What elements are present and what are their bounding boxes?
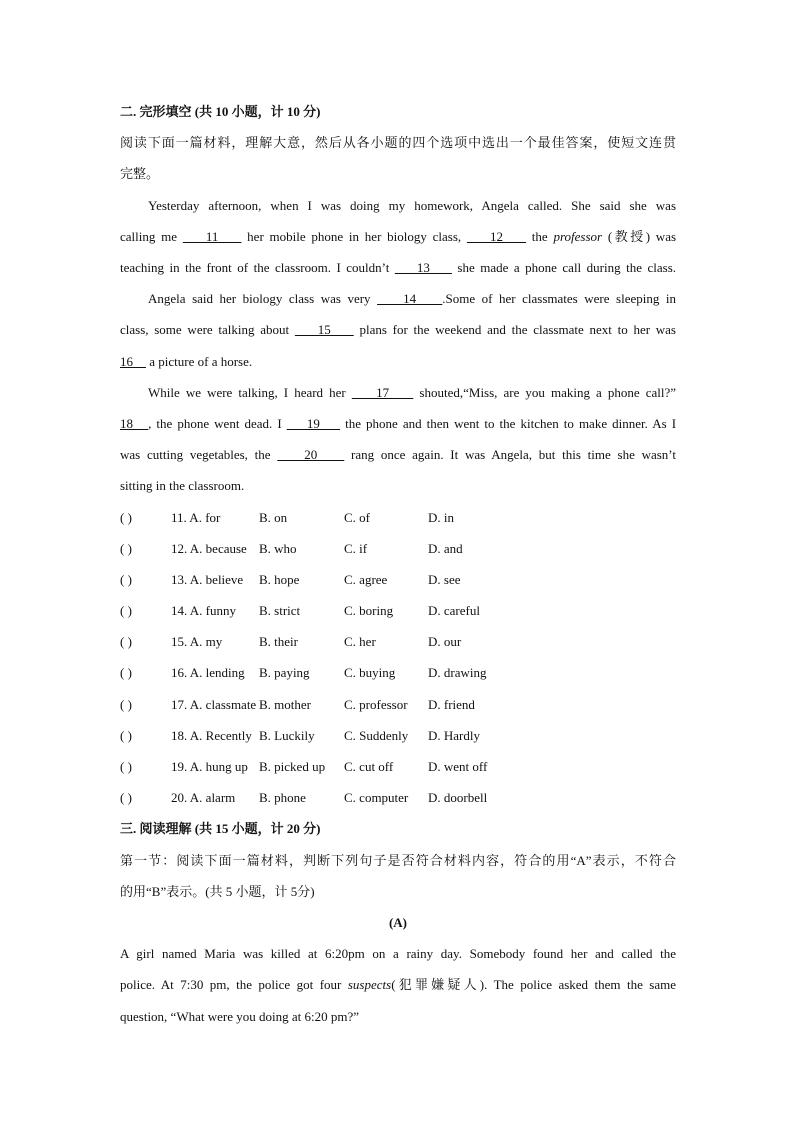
question-list bbox=[120, 502, 676, 814]
passage-line bbox=[120, 190, 676, 221]
passage-text: rang once again. It was Angela, but this time she wasn’t bbox=[351, 447, 676, 463]
option-d: D. Hardly bbox=[428, 727, 480, 743]
blank-20: 20 bbox=[277, 447, 345, 463]
option-b: B. who bbox=[259, 540, 297, 556]
passage-text: her mobile phone in her biology class, bbox=[247, 228, 462, 244]
option-c: C. buying bbox=[344, 665, 396, 681]
section2-title: 二. 完形填空 (共 10 小题，计 10 分) bbox=[120, 104, 321, 119]
question-row bbox=[120, 782, 676, 813]
option-b: B. strict bbox=[259, 603, 301, 619]
passage-text: While we were talking, I heard her bbox=[148, 384, 346, 400]
blank-17: 17 bbox=[351, 384, 414, 400]
option-d: D. in bbox=[428, 509, 454, 525]
option-d: D. doorbell bbox=[428, 790, 488, 806]
option-a: 18. A. Recently bbox=[171, 727, 252, 743]
option-d: D. friend bbox=[428, 696, 475, 712]
passage-line bbox=[120, 346, 676, 377]
passage-text: (教授) was bbox=[607, 228, 676, 244]
option-a: 11. A. for bbox=[171, 509, 221, 525]
option-c: C. agree bbox=[344, 571, 388, 587]
question-row bbox=[120, 533, 676, 564]
passage-text: she made a phone call during the class. bbox=[457, 259, 676, 275]
option-d: D. careful bbox=[428, 603, 480, 619]
option-c: C. boring bbox=[344, 603, 394, 619]
blank-12: 12 bbox=[466, 228, 527, 244]
option-a: 20. A. alarm bbox=[171, 790, 236, 806]
option-d: D. our bbox=[428, 634, 462, 650]
question-row bbox=[120, 595, 676, 626]
passage-text: .Some of her classmates were sleeping in bbox=[442, 291, 676, 307]
blank-19: 19 bbox=[286, 415, 341, 431]
question-row bbox=[120, 689, 676, 720]
section3-instruction-line2: 的用“B”表示。(共 5 小题，计 5分) bbox=[120, 883, 315, 899]
reading-line bbox=[120, 969, 676, 1000]
blank-15: 15 bbox=[294, 322, 354, 338]
option-c: C. her bbox=[344, 634, 376, 650]
option-c: C. Suddenly bbox=[344, 727, 409, 743]
passage-text: Angela said her biology class was very bbox=[148, 291, 371, 307]
blank-11: 11 bbox=[182, 228, 242, 244]
option-b: B. phone bbox=[259, 790, 306, 806]
passage-a-label: (A) bbox=[388, 914, 408, 930]
option-b: B. hope bbox=[259, 571, 300, 587]
answer-bracket: ( ) bbox=[120, 540, 132, 556]
option-a: 13. A. believe bbox=[171, 571, 244, 587]
section3-title: 三. 阅读理解 (共 15 小题，计 20 分) bbox=[120, 821, 321, 837]
passage-line bbox=[120, 283, 676, 314]
blank-16: 16 bbox=[120, 353, 146, 369]
passage-text: the phone and then went to the kitchen to make dinner. As I bbox=[345, 415, 676, 431]
option-b: B. mother bbox=[259, 696, 311, 712]
option-a: 15. A. my bbox=[171, 634, 223, 650]
blank-18: 18 bbox=[120, 415, 149, 431]
option-c: C. if bbox=[344, 540, 368, 556]
passage-line bbox=[120, 221, 676, 252]
option-b: B. paying bbox=[259, 665, 310, 681]
question-row bbox=[120, 626, 676, 657]
passage-text: a picture of a horse. bbox=[149, 353, 253, 369]
answer-bracket: ( ) bbox=[120, 603, 132, 619]
blank-13: 13 bbox=[394, 259, 452, 275]
section3-instruction-line1: 第一节：阅读下面一篇材料，判断下列句子是否符合材料内容，符合的用“A”表示，不符合 bbox=[120, 852, 676, 868]
passage-text: plans for the weekend and the classmate next to her was bbox=[359, 322, 676, 338]
passage-text: class, some were talking about bbox=[120, 322, 290, 338]
word-professor: professor bbox=[553, 228, 603, 244]
option-d: D. see bbox=[428, 571, 461, 587]
passage-text: the bbox=[531, 228, 548, 244]
passage-line bbox=[120, 377, 676, 408]
option-a: 16. A. lending bbox=[171, 665, 245, 681]
option-c: C. of bbox=[344, 509, 370, 525]
passage-text: teaching in the front of the classroom. I couldn’t bbox=[120, 259, 390, 275]
option-c: C. computer bbox=[344, 790, 409, 806]
answer-bracket: ( ) bbox=[120, 790, 132, 806]
passage-text: was cutting vegetables, the bbox=[120, 447, 271, 463]
option-b: B. their bbox=[259, 634, 298, 650]
passage-line bbox=[120, 252, 676, 283]
option-a: 17. A. classmate bbox=[171, 696, 257, 712]
passage-text: calling me bbox=[120, 228, 178, 244]
passage-text: , the phone went dead. I bbox=[148, 415, 282, 431]
section2-instruction-line2: 完整。 bbox=[120, 166, 160, 182]
word-suspects: suspects bbox=[347, 977, 392, 993]
option-b: B. picked up bbox=[259, 759, 326, 774]
passage-line: sitting in the classroom. bbox=[120, 478, 245, 494]
option-d: D. went off bbox=[428, 759, 488, 774]
answer-bracket: ( ) bbox=[120, 634, 132, 650]
reading-line: A girl named Maria was killed at 6:20pm on a rainy day. Somebody found her and called the bbox=[120, 946, 676, 962]
answer-bracket: ( ) bbox=[120, 571, 132, 587]
option-b: B. on bbox=[259, 509, 288, 525]
reading-text: police. At 7:30 pm, the police got four bbox=[120, 977, 342, 993]
answer-bracket: ( ) bbox=[120, 759, 132, 774]
answer-bracket: ( ) bbox=[120, 696, 132, 712]
answer-bracket: ( ) bbox=[120, 665, 132, 681]
option-a: 14. A. funny bbox=[171, 603, 236, 619]
answer-bracket: ( ) bbox=[120, 509, 132, 525]
question-row bbox=[120, 657, 676, 688]
question-row bbox=[120, 502, 676, 533]
option-a: 12. A. because bbox=[171, 540, 247, 556]
passage-line bbox=[120, 314, 676, 345]
answer-bracket: ( ) bbox=[120, 727, 132, 743]
passage-line bbox=[120, 408, 676, 439]
option-c: C. cut off bbox=[344, 759, 394, 774]
passage-text: Yesterday afternoon, when I was doing my homework, Angela called. She said she was bbox=[148, 197, 676, 213]
reading-line: question, “What were you doing at 6:20 pm?” bbox=[120, 1008, 359, 1024]
passage-text: shouted,“Miss, are you making a phone call?” bbox=[419, 384, 676, 400]
question-row bbox=[120, 751, 676, 782]
question-row bbox=[120, 564, 676, 595]
option-c: C. professor bbox=[344, 696, 408, 712]
blank-14: 14 bbox=[377, 291, 443, 307]
exam-page bbox=[120, 96, 676, 1032]
option-d: D. and bbox=[428, 540, 463, 556]
section2-instruction-line1: 阅读下面一篇材料，理解大意，然后从各小题的四个选项中选出一个最佳答案，使短文连贯 bbox=[120, 135, 676, 151]
option-a: 19. A. hung up bbox=[171, 759, 248, 774]
option-b: B. Luckily bbox=[259, 727, 315, 743]
option-d: D. drawing bbox=[428, 665, 487, 681]
passage-line bbox=[120, 439, 676, 470]
reading-text: (犯罪嫌疑人). The police asked them the same bbox=[391, 977, 676, 993]
question-row bbox=[120, 720, 676, 751]
